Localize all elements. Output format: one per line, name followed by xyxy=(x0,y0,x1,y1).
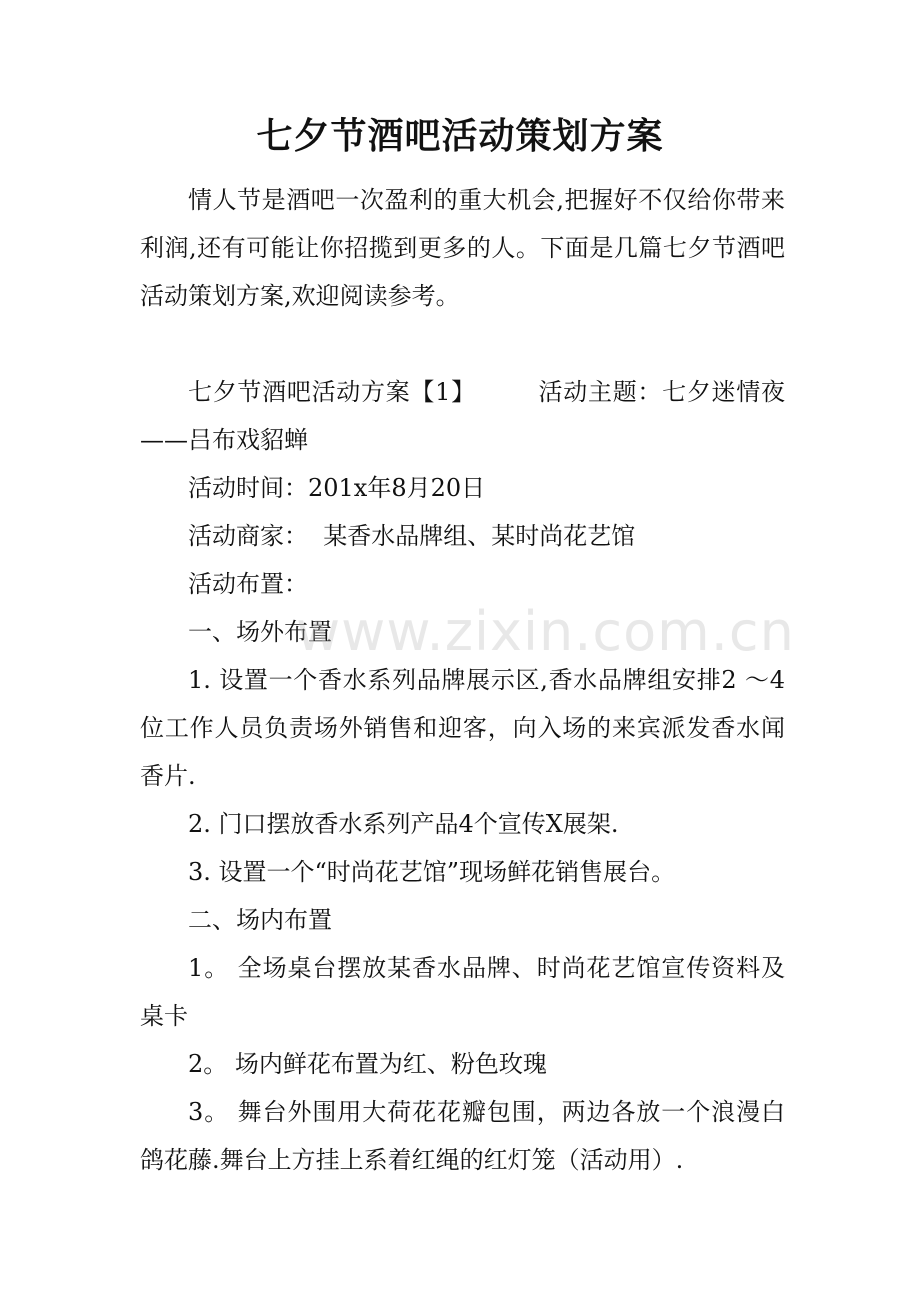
outside-item-2: 2. 门口摆放香水系列产品4个宣传X展架. xyxy=(188,810,619,838)
plan1-theme: 活动主题：七夕迷情夜——吕布戏貂蝉 xyxy=(140,378,785,454)
outside-heading: 一、场外布置 xyxy=(188,618,332,646)
document-title: 七夕节酒吧活动策划方案 xyxy=(256,115,664,157)
outside-item-3: 3. 设置一个“时尚花艺馆”现场鲜花销售展台。 xyxy=(188,858,676,886)
plan1-heading-line xyxy=(140,368,785,464)
document-body xyxy=(140,176,785,1184)
activity-merchants: 活动商家： 某香水品牌组、某时尚花艺馆 xyxy=(188,522,636,550)
outside-item-1: 1. 设置一个香水系列品牌展示区,香水品牌组安排2 ～4位工作人员负责场外销售和迎客，向入场的来宾派发香水闻香片. xyxy=(140,666,785,790)
watermark: www.zixin.com.cn xyxy=(296,600,795,663)
plan1-heading: 七夕节酒吧活动方案【1】 xyxy=(188,378,476,406)
inside-heading: 二、场内布置 xyxy=(188,906,332,934)
blank-line xyxy=(140,320,785,368)
intro-paragraph: 情人节是酒吧一次盈利的重大机会,把握好不仅给你带来利润,还有可能让你招揽到更多的人。下面是几篇七夕节酒吧活动策划方案,欢迎阅读参考。 xyxy=(140,186,785,310)
layout-heading: 活动布置： xyxy=(188,570,308,598)
activity-time: 活动时间：201x年8月20日 xyxy=(188,474,486,502)
inside-item-2: 2。 场内鲜花布置为红、粉色玫瑰 xyxy=(188,1050,547,1078)
inside-item-1: 1。 全场桌台摆放某香水品牌、时尚花艺馆宣传资料及桌卡 xyxy=(140,954,785,1030)
inside-item-3: 3。 舞台外围用大荷花花瓣包围，两边各放一个浪漫白鸽花藤.舞台上方挂上系着红绳的红灯笼（活动用）. xyxy=(140,1098,785,1174)
